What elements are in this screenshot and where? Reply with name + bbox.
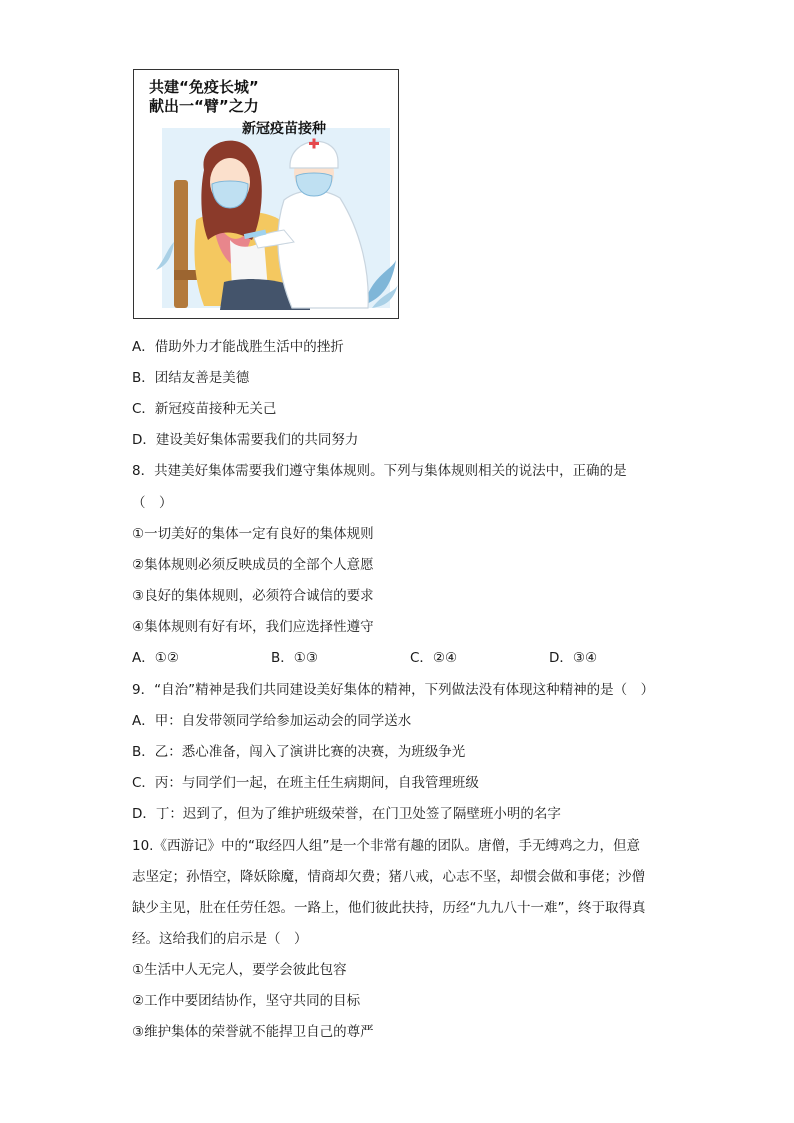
q9-option-d: D．丁：迟到了，但为了维护班级荣誉，在门卫处签了隔壁班小明的名字 <box>132 806 561 822</box>
q10-stem-line-2: 志坚定；孙悟空，降妖除魔，情商却欠费；猪八戒，心志不坚，却惯会做和事佬；沙僧 <box>132 869 645 885</box>
q10-statement-2: ②工作中要团结协作，坚守共同的目标 <box>132 993 361 1009</box>
q8-statement-4: ④集体规则有好有坏，我们应选择性遵守 <box>132 619 374 635</box>
q7-option-b: B．团结友善是美德 <box>132 370 250 386</box>
q10-statement-3: ③维护集体的荣誉就不能捍卫自己的尊严 <box>132 1024 374 1040</box>
caption-line-2: 献出一“臂”之力 <box>149 97 259 115</box>
q8-option-b: B．①③ <box>271 650 318 666</box>
q9-option-b: B．乙：悉心准备，闯入了演讲比赛的决赛，为班级争光 <box>132 744 466 760</box>
q7-option-a: A．借助外力才能战胜生活中的挫折 <box>132 339 344 355</box>
q10-stem-line-4: 经。这给我们的启示是（ ） <box>132 931 308 947</box>
q8-stem: 8．共建美好集体需要我们遵守集体规则。下列与集体规则相关的说法中，正确的是 <box>132 463 627 479</box>
caption-line-1: 共建“免疫长城” <box>149 78 259 96</box>
q9-option-a: A．甲：自发带领同学给参加运动会的同学送水 <box>132 713 412 729</box>
q7-option-d: D．建设美好集体需要我们的共同努力 <box>132 432 359 448</box>
caption-line-3: 新冠疫苗接种 <box>242 121 326 137</box>
q8-option-d: D．③④ <box>549 650 598 666</box>
q8-option-c: C．②④ <box>410 650 458 666</box>
q7-option-c: C．新冠疫苗接种无关己 <box>132 401 277 417</box>
q8-option-a: A．①② <box>132 650 179 666</box>
q9-option-c: C．丙：与同学们一起，在班主任生病期间，自我管理班级 <box>132 775 479 791</box>
vaccination-illustration <box>133 69 399 319</box>
q10-stem-line-1: 10.《西游记》中的“取经四人组”是一个非常有趣的团队。唐僧，手无缚鸡之力，但意 <box>132 838 640 854</box>
q9-stem: 9．“自治”精神是我们共同建设美好集体的精神，下列做法没有体现这种精神的是（ ） <box>132 682 655 698</box>
q8-statement-1: ①一切美好的集体一定有良好的集体规则 <box>132 526 374 542</box>
q10-statement-1: ①生活中人无完人，要学会彼此包容 <box>132 962 347 978</box>
q8-stem-paren: （ ） <box>132 495 173 511</box>
q8-statement-2: ②集体规则必须反映成员的全部个人意愿 <box>132 557 374 573</box>
q10-stem-line-3: 缺少主见，肚在任劳任怨。一路上，他们彼此扶持，历经“九九八十一难”，终于取得真 <box>132 900 646 916</box>
q8-statement-3: ③良好的集体规则，必须符合诚信的要求 <box>132 588 374 604</box>
